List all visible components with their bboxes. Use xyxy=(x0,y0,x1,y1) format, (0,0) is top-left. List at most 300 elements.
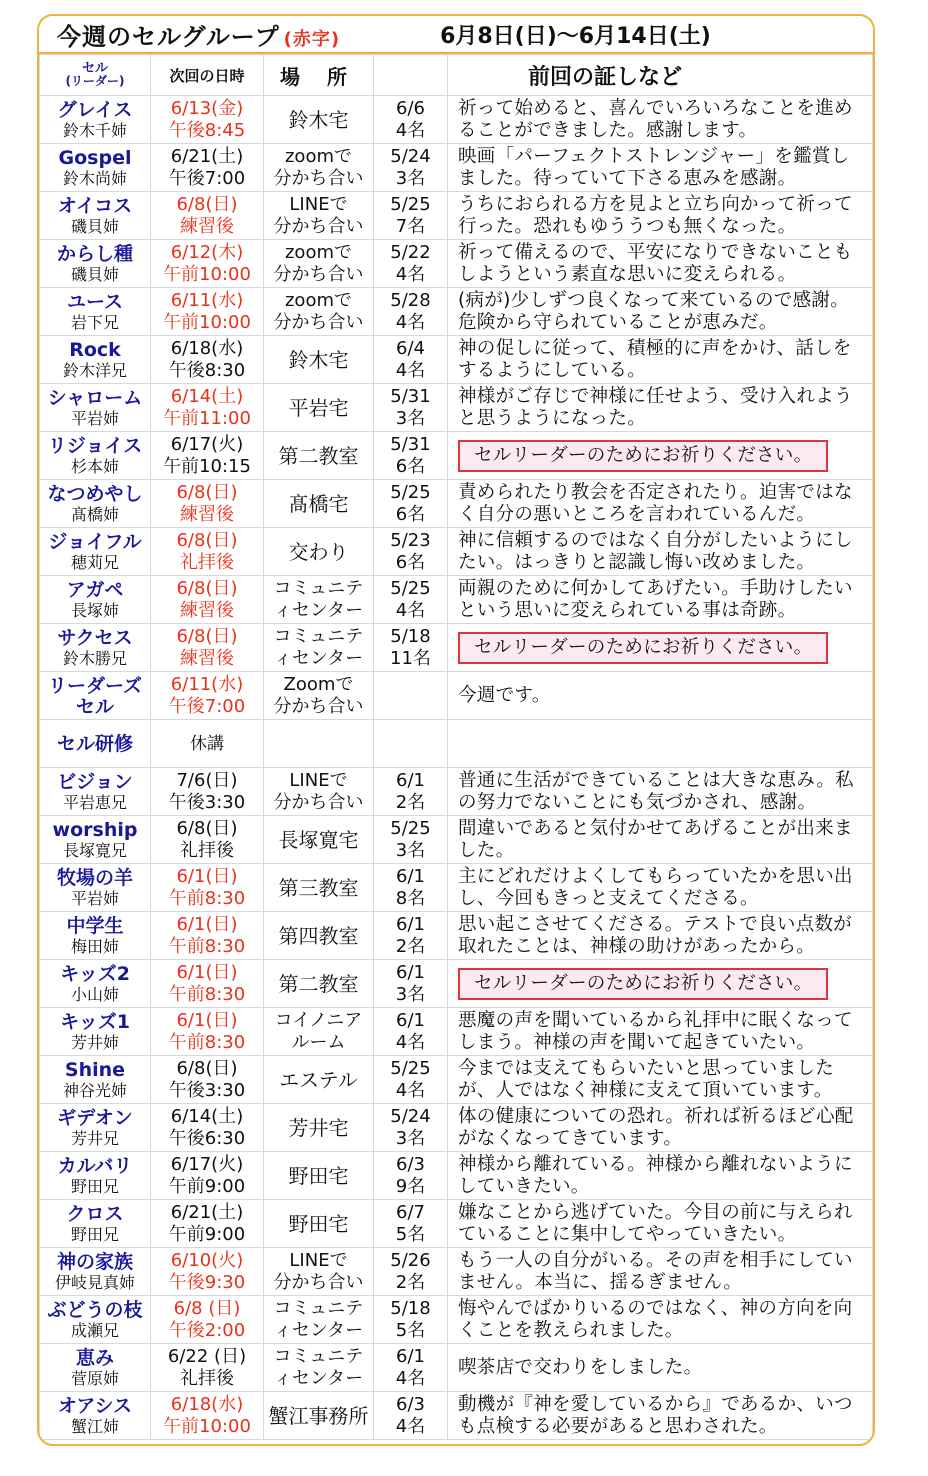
group-cell xyxy=(40,1200,151,1248)
place-line1: zoomで xyxy=(284,241,352,263)
place-cell xyxy=(264,1008,374,1056)
place-line1: コミュニテ xyxy=(273,1345,364,1367)
last-meeting-date: 5/25 xyxy=(390,817,431,839)
place-line1: 蟹江事務所 xyxy=(268,1403,369,1428)
place-cell xyxy=(264,672,374,720)
last-meeting-date: 5/18 xyxy=(390,625,431,647)
last-meeting-date: 5/22 xyxy=(390,241,431,263)
group-leader: 鈴木尚姉 xyxy=(62,168,127,188)
last-meeting-date: 6/4 xyxy=(396,337,425,359)
table-row xyxy=(40,1008,873,1056)
group-leader: 杉本姉 xyxy=(70,456,119,476)
next-time: 午前10:00 xyxy=(163,311,251,333)
attendance-count: 3名 xyxy=(395,167,426,189)
testimony-text: 普通に生活ができていることは大きな恵み。私の努力でないことにも気づかされ、感謝。 xyxy=(458,769,854,813)
attendance-count: 6名 xyxy=(395,551,426,573)
notes-cell xyxy=(448,1200,873,1248)
testimony-text: 悪魔の声を聞いているから礼拝中に眠くなってしまう。神様の声を聞いて起きていたい。 xyxy=(458,1009,853,1053)
attendance-cell xyxy=(374,288,448,336)
next-time: 午前8:30 xyxy=(168,983,246,1005)
attendance-count: 2名 xyxy=(395,1271,426,1293)
last-meeting-date: 6/1 xyxy=(396,961,425,983)
notes-cell xyxy=(448,1056,873,1104)
group-cell xyxy=(40,1152,151,1200)
group-name: Shine xyxy=(64,1058,126,1081)
place-line1: Zoomで xyxy=(283,673,354,695)
notes-cell xyxy=(448,1344,873,1392)
group-leader: セル xyxy=(75,695,114,718)
place-cell xyxy=(264,1104,374,1152)
group-name: グレイス xyxy=(57,98,133,121)
next-date: 6/8(日) xyxy=(176,625,238,647)
group-name: 中学生 xyxy=(66,914,124,937)
testimony-text: 神に信頼するのではなく自分がしたいようにしたい。はっきりと認識し悔い改めました。 xyxy=(458,529,853,573)
next-date-cell xyxy=(151,672,264,720)
table-row xyxy=(40,288,873,336)
place-line1: 野田宅 xyxy=(288,1211,349,1236)
next-date-cell xyxy=(151,768,264,816)
place-cell xyxy=(264,864,374,912)
attendance-cell xyxy=(374,1200,448,1248)
next-date-cell xyxy=(151,336,264,384)
next-time: 午後3:30 xyxy=(168,1079,246,1101)
last-meeting-date: 5/25 xyxy=(390,1057,431,1079)
notes-cell xyxy=(448,912,873,960)
testimony-text: 責められたり教会を否定されたり。迫害ではなく自分の悪いところを言われているんだ。 xyxy=(458,481,853,525)
next-time: 午前10:00 xyxy=(163,263,251,285)
next-date-cell xyxy=(151,1392,264,1440)
title-text: 今週のセルグループ xyxy=(57,22,280,51)
attendance-count: 4名 xyxy=(395,1415,426,1437)
place-line2: ィセンター xyxy=(273,647,364,669)
notes-cell xyxy=(448,672,873,720)
attendance-cell xyxy=(374,144,448,192)
place-cell xyxy=(264,288,374,336)
last-meeting-date: 6/6 xyxy=(396,97,425,119)
attendance-cell xyxy=(374,816,448,864)
next-date: 6/8(日) xyxy=(176,817,238,839)
testimony-text: 主にどれだけよくしてもらっていたかを思い出し、今回もきっと支えてくださる。 xyxy=(458,865,853,909)
group-leader: 岩下兄 xyxy=(70,312,119,332)
next-time: 練習後 xyxy=(180,503,234,525)
place-cell xyxy=(264,1200,374,1248)
table-row xyxy=(40,1104,873,1152)
prayer-request-box: セルリーダーのためにお祈りください。 xyxy=(458,440,828,472)
testimony-text: 悔やんでばかりいるのではなく、神の方向を向くことを教えられました。 xyxy=(458,1297,853,1341)
place-line1: 長塚寛宅 xyxy=(278,827,359,852)
testimony-text: 神様がご存じで神様に任せよう、受け入れようと思うようになった。 xyxy=(458,385,853,429)
group-name: クロス xyxy=(66,1202,124,1225)
place-cell xyxy=(264,624,374,672)
table-row xyxy=(40,192,873,240)
next-date-cell xyxy=(151,384,264,432)
last-meeting-date: 6/1 xyxy=(396,1009,425,1031)
prayer-request-box: セルリーダーのためにお祈りください。 xyxy=(458,632,828,664)
place-line1: 第二教室 xyxy=(278,971,359,996)
place-cell xyxy=(264,1248,374,1296)
place-cell xyxy=(264,240,374,288)
next-date-cell xyxy=(151,816,264,864)
notes-cell xyxy=(448,240,873,288)
notes-cell xyxy=(448,960,873,1008)
attendance-cell xyxy=(374,624,448,672)
table-row xyxy=(40,1200,873,1248)
attendance-count: 4名 xyxy=(395,599,426,621)
group-leader: 鈴木洋兄 xyxy=(62,360,127,380)
attendance-cell xyxy=(374,336,448,384)
group-cell xyxy=(40,288,151,336)
attendance-cell xyxy=(374,96,448,144)
group-leader: 平岩姉 xyxy=(70,408,119,428)
attendance-cell xyxy=(374,1296,448,1344)
notes-cell xyxy=(448,768,873,816)
notes-cell xyxy=(448,288,873,336)
place-cell xyxy=(264,1296,374,1344)
next-date-cell xyxy=(151,96,264,144)
testimony-text: 神様から離れている。神様から離れないようにしていきたい。 xyxy=(458,1153,853,1197)
notes-cell xyxy=(448,1008,873,1056)
group-leader: 磯貝姉 xyxy=(70,216,119,236)
group-leader: 小山姉 xyxy=(70,984,119,1004)
next-date: 6/14(土) xyxy=(170,1105,244,1127)
place-line2: ィセンター xyxy=(273,1367,364,1389)
table-row xyxy=(40,624,873,672)
place-line1: コミュニテ xyxy=(273,1297,364,1319)
next-date-cell xyxy=(151,144,264,192)
attendance-cell xyxy=(374,192,448,240)
attendance-count: 6名 xyxy=(395,503,426,525)
next-date-cell xyxy=(151,864,264,912)
place-line1: コミュニテ xyxy=(273,625,364,647)
next-time: 午後8:45 xyxy=(168,119,246,141)
next-time: 午後7:00 xyxy=(168,695,246,717)
next-date-cell xyxy=(151,720,264,768)
group-leader: 芳井姉 xyxy=(70,1032,119,1052)
next-time: 午前10:00 xyxy=(163,1415,251,1437)
place-line1: 野田宅 xyxy=(288,1163,349,1188)
attendance-cell xyxy=(374,1056,448,1104)
attendance-cell xyxy=(374,1104,448,1152)
next-date: 6/17(火) xyxy=(170,433,244,455)
next-time: 午前11:00 xyxy=(163,407,251,429)
testimony-text: 祈って始めると、喜んでいろいろなことを進めることができました。感謝します。 xyxy=(458,97,853,141)
attendance-cell xyxy=(374,1248,448,1296)
next-date-cell xyxy=(151,1008,264,1056)
group-name: オアシス xyxy=(57,1394,133,1417)
table-row xyxy=(40,720,873,768)
next-time: 練習後 xyxy=(180,647,234,669)
last-meeting-date: 6/1 xyxy=(396,913,425,935)
last-meeting-date: 6/7 xyxy=(396,1201,425,1223)
testimony-text: (病が)少しずつ良くなって来ているので感謝。危険から守られていることが恵みだ。 xyxy=(458,289,850,333)
testimony-text: もう一人の自分がいる。その声を相手にしていません。本当に、揺るぎません。 xyxy=(458,1249,853,1293)
last-meeting-date: 5/18 xyxy=(390,1297,431,1319)
group-leader: 磯貝姉 xyxy=(70,264,119,284)
next-date: 6/8(日) xyxy=(176,1057,238,1079)
testimony-text: 神の促しに従って、積極的に声をかけ、話しをするようにしている。 xyxy=(458,337,852,381)
next-date-cell xyxy=(151,1248,264,1296)
next-time: 礼拝後 xyxy=(180,551,234,573)
table-row xyxy=(40,1392,873,1440)
group-name: アガペ xyxy=(66,578,124,601)
place-cell xyxy=(264,1344,374,1392)
page-title xyxy=(57,17,340,52)
group-name: ぶどうの枝 xyxy=(47,1298,143,1321)
next-date: 6/11(水) xyxy=(170,673,244,695)
page-header xyxy=(39,16,873,54)
group-cell xyxy=(40,1344,151,1392)
table-row xyxy=(40,336,873,384)
table-row xyxy=(40,576,873,624)
last-meeting-date: 5/26 xyxy=(390,1249,431,1271)
group-cell xyxy=(40,1008,151,1056)
group-leader: 平岩姉 xyxy=(70,888,119,908)
group-name: セル研修 xyxy=(56,732,133,755)
next-date-cell xyxy=(151,240,264,288)
attendance-count: 4名 xyxy=(395,1367,426,1389)
table-row xyxy=(40,864,873,912)
notes-cell xyxy=(448,384,873,432)
notes-cell xyxy=(448,1296,873,1344)
last-meeting-date: 5/25 xyxy=(390,577,431,599)
col-next-date: 次回の日時 xyxy=(151,55,264,96)
group-cell xyxy=(40,1104,151,1152)
place-cell xyxy=(264,960,374,1008)
next-time: 午後6:30 xyxy=(168,1127,246,1149)
notes-cell xyxy=(448,336,873,384)
attendance-cell xyxy=(374,384,448,432)
group-name: Rock xyxy=(69,338,121,361)
notes-cell xyxy=(448,1104,873,1152)
testimony-text: 間違いであると気付かせてあげることが出来ました。 xyxy=(458,817,853,861)
attendance-cell xyxy=(374,240,448,288)
table-row xyxy=(40,528,873,576)
next-date-cell xyxy=(151,576,264,624)
notes-cell xyxy=(448,720,873,768)
place-cell xyxy=(264,1152,374,1200)
group-name: Gospel xyxy=(58,146,132,169)
attendance-count: 4名 xyxy=(395,1031,426,1053)
attendance-count: 3名 xyxy=(395,1127,426,1149)
group-leader: 野田兄 xyxy=(70,1176,119,1196)
attendance-cell xyxy=(374,864,448,912)
col-count xyxy=(374,55,448,96)
attendance-count: 3名 xyxy=(395,839,426,861)
next-date: 6/1(日) xyxy=(176,913,238,935)
last-meeting-date: 5/31 xyxy=(390,433,431,455)
next-date-cell xyxy=(151,912,264,960)
next-date: 6/1(日) xyxy=(176,961,238,983)
title-note: (赤字) xyxy=(283,28,341,50)
notes-cell xyxy=(448,192,873,240)
table-row xyxy=(40,480,873,528)
attendance-cell xyxy=(374,672,448,720)
group-name: 牧場の羊 xyxy=(56,866,133,889)
place-line2: 分かち合い xyxy=(273,695,364,717)
group-cell xyxy=(40,432,151,480)
place-line1: LINEで xyxy=(289,193,348,215)
last-meeting-date: 6/3 xyxy=(396,1393,425,1415)
group-name: オイコス xyxy=(57,194,133,217)
last-meeting-date: 5/24 xyxy=(390,1105,431,1127)
attendance-count: 9名 xyxy=(395,1175,426,1197)
group-leader: 成瀬兄 xyxy=(70,1320,119,1340)
next-date-cell xyxy=(151,624,264,672)
next-date-cell xyxy=(151,1344,264,1392)
last-meeting-date: 5/23 xyxy=(390,529,431,551)
attendance-count: 8名 xyxy=(395,887,426,909)
next-date: 6/21(土) xyxy=(170,145,244,167)
next-date: 6/14(土) xyxy=(170,385,244,407)
attendance-cell xyxy=(374,1152,448,1200)
group-name: キッズ2 xyxy=(60,962,130,985)
group-leader: 芳井兄 xyxy=(70,1128,119,1148)
place-line2: ルーム xyxy=(291,1031,346,1053)
group-cell xyxy=(40,144,151,192)
place-cell xyxy=(264,816,374,864)
next-date: 6/13(金) xyxy=(170,97,244,119)
group-cell xyxy=(40,672,151,720)
next-date-cell xyxy=(151,192,264,240)
last-meeting-date: 5/24 xyxy=(390,145,431,167)
notes-cell xyxy=(448,1152,873,1200)
place-cell xyxy=(264,1056,374,1104)
next-date: 7/6(日) xyxy=(176,769,238,791)
group-name: キッズ1 xyxy=(60,1010,130,1033)
attendance-cell xyxy=(374,1392,448,1440)
attendance-cell xyxy=(374,1008,448,1056)
next-date: 6/22 (日) xyxy=(167,1345,247,1367)
last-meeting-date: 6/1 xyxy=(396,865,425,887)
next-date: 6/8(日) xyxy=(176,577,238,599)
attendance-cell xyxy=(374,1344,448,1392)
group-leader: 鈴木勝兄 xyxy=(62,648,127,668)
place-line2: ィセンター xyxy=(273,599,364,621)
next-time: 午前9:00 xyxy=(168,1223,246,1245)
attendance-cell xyxy=(374,480,448,528)
last-meeting-date: 6/3 xyxy=(396,1153,425,1175)
group-cell xyxy=(40,192,151,240)
table-row xyxy=(40,816,873,864)
group-leader: 長塚寛兄 xyxy=(62,840,127,860)
next-date-cell xyxy=(151,480,264,528)
group-leader: 梅田姉 xyxy=(70,936,119,956)
attendance-count: 4名 xyxy=(395,359,426,381)
group-cell xyxy=(40,576,151,624)
place-line1: 平岩宅 xyxy=(288,395,349,420)
group-name: ジョイフル xyxy=(48,530,142,553)
next-time: 午後9:30 xyxy=(168,1271,246,1293)
next-date-cell xyxy=(151,1296,264,1344)
next-date: 6/8 (日) xyxy=(173,1297,241,1319)
table-row xyxy=(40,768,873,816)
place-cell xyxy=(264,528,374,576)
next-date: 6/1(日) xyxy=(176,1009,238,1031)
notes-cell xyxy=(448,576,873,624)
table-row xyxy=(40,144,873,192)
next-date: 6/17(火) xyxy=(170,1153,244,1175)
next-date-cell xyxy=(151,1200,264,1248)
prayer-request-box: セルリーダーのためにお祈りください。 xyxy=(458,968,828,1000)
testimony-text: 喫茶店で交わりをしました。 xyxy=(458,1356,703,1378)
place-line1: 第二教室 xyxy=(278,443,359,468)
notes-cell xyxy=(448,864,873,912)
testimony-text: 映画「パーフェクトストレンジャー」を鑑賞しました。待っていて下さる恵みを感謝。 xyxy=(458,145,850,189)
next-time: 練習後 xyxy=(180,215,234,237)
group-leader: 髙橋姉 xyxy=(70,504,119,524)
next-time: 午後2:00 xyxy=(168,1319,246,1341)
group-name: サクセス xyxy=(57,626,133,649)
table-row xyxy=(40,1248,873,1296)
group-cell xyxy=(40,1248,151,1296)
next-time: 礼拝後 xyxy=(180,839,234,861)
testimony-text: 嫌なことから逃げていた。今目の前に与えられていることに集中してやっていきたい。 xyxy=(458,1201,853,1245)
next-date: 6/8(日) xyxy=(176,193,238,215)
group-name: ビジョン xyxy=(57,770,133,793)
group-cell xyxy=(40,624,151,672)
next-date: 6/11(水) xyxy=(170,289,244,311)
place-cell xyxy=(264,432,374,480)
last-meeting-date: 6/1 xyxy=(396,1345,425,1367)
place-cell xyxy=(264,192,374,240)
next-date-cell xyxy=(151,432,264,480)
attendance-count: 5名 xyxy=(395,1223,426,1245)
last-meeting-date: 5/31 xyxy=(390,385,431,407)
attendance-cell xyxy=(374,960,448,1008)
testimony-text: うちにおられる方を見よと立ち向かって祈って行った。恐れもゆううつも無くなった。 xyxy=(458,193,853,237)
next-date: 6/18(水) xyxy=(170,1393,244,1415)
table-row xyxy=(40,1296,873,1344)
next-date-cell xyxy=(151,1152,264,1200)
table-row xyxy=(40,1344,873,1392)
group-name: なつめやし xyxy=(47,482,143,505)
group-cell xyxy=(40,1392,151,1440)
place-line1: zoomで xyxy=(284,289,352,311)
place-line1: 第四教室 xyxy=(278,923,359,948)
place-cell xyxy=(264,576,374,624)
place-line2: 分かち合い xyxy=(273,263,364,285)
group-name: 恵み xyxy=(75,1346,114,1369)
place-cell xyxy=(264,144,374,192)
group-cell xyxy=(40,528,151,576)
place-line1: コイノニア xyxy=(274,1009,363,1031)
notes-cell xyxy=(448,528,873,576)
next-time: 午前8:30 xyxy=(168,887,246,909)
place-cell xyxy=(264,96,374,144)
attendance-count: 3名 xyxy=(395,407,426,429)
group-leader: 長塚姉 xyxy=(70,600,119,620)
group-name: worship xyxy=(52,818,138,841)
last-meeting-date: 6/1 xyxy=(396,769,425,791)
table-header-row xyxy=(40,55,873,96)
testimony-text: 思い起こさせてくださる。テストで良い点数が取れたことは、神様の助けがあったから。 xyxy=(458,913,853,957)
notes-cell xyxy=(448,480,873,528)
next-date: 6/8(日) xyxy=(176,481,238,503)
group-cell xyxy=(40,336,151,384)
next-time: 礼拝後 xyxy=(180,1367,234,1389)
attendance-count: 4名 xyxy=(395,1079,426,1101)
place-cell xyxy=(264,480,374,528)
group-cell xyxy=(40,768,151,816)
group-name: シャローム xyxy=(47,386,143,409)
group-leader: 穂苅兄 xyxy=(70,552,119,572)
group-leader: 伊岐見真姉 xyxy=(54,1272,135,1292)
next-time: 午前8:30 xyxy=(168,935,246,957)
group-leader: 鈴木千姉 xyxy=(62,120,127,140)
place-line1: 芳井宅 xyxy=(288,1115,349,1140)
group-leader: 菅原姉 xyxy=(70,1368,119,1388)
next-time: 練習後 xyxy=(180,599,234,621)
